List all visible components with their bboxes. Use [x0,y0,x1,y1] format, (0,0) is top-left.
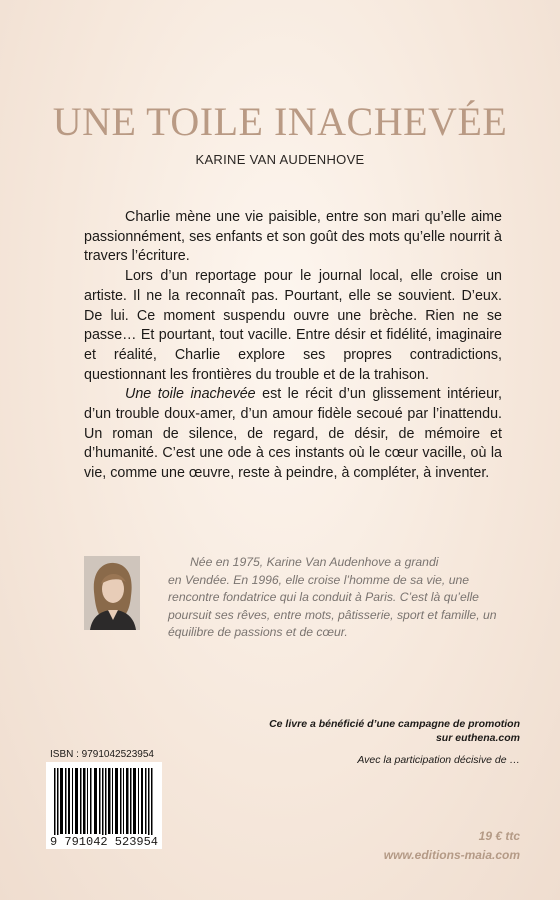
author-bio [168,554,508,642]
synopsis-paragraph-2: Lors d’un reportage pour le journal local, elle croise un artiste. Il ne la reconnaît pas. Pourtant, elle se souvient. D’eux. De lui. Ce moment suspendu ouvre une brèche. Rien ne se passe… Et pourtant, tout vacille. Entre désir et fidélité, imaginaire et réalité, Charlie explore ses propres contradictions, questionnant les frontières du trouble et de la trahison. [84,268,502,383]
isbn-label: ISBN : 9791042523954 [50,749,154,760]
bio-line: rencontre fondatrice qui la conduit à Paris. C’est là qu’elle [168,590,479,604]
author-photo [84,556,140,630]
promotion-line: sur euthena.com [435,732,520,744]
bio-line: poursuit ses rêves, entre mots, pâtisserie, sport et famille, un [168,607,497,622]
synopsis-paragraph-1: Charlie mène une vie paisible, entre son mari qu’elle aime passionnément, ses enfants et son goût des mots qu’elle nourrit à travers l’écriture. [84,209,502,265]
price: 19 € ttc [478,829,520,843]
book-title-italic: Une toile inachevée [125,386,256,403]
author-name: KARINE VAN AUDENHOVE [195,152,365,167]
publisher-website: www.editions-maia.com [383,848,520,862]
promotion-line: Ce livre a bénéficié d’une campagne de promotion [269,718,520,730]
synopsis [84,208,502,484]
isbn-digits: 9 791042 523954 [46,835,162,849]
bio-line: équilibre de passions et de cœur. [168,625,348,639]
book-title: UNE TOILE INACHEVÉE [52,99,508,144]
bio-line: en Vendée. En 1996, elle croise l’homme de sa vie, une [168,572,470,587]
bio-line: Née en 1975, Karine Van Audenhove a grandi [190,555,439,569]
synopsis-paragraph-3-text: est le récit d’un glissement intérieur, d’un trouble doux-amer, d’un amour fidèle secoué par l’inattendu. Un roman de silence, de regard, de désir, de mémoire et d’humanité. C’est une ode à ces instants où le cœur vacille, où la vie, comme une œuvre, reste à peindre, à compléter, à inventer. [84,386,502,482]
synopsis-paragraph-3 [84,385,502,484]
promotion-note [269,717,520,745]
participation-note: Avec la participation décisive de … [357,754,520,766]
